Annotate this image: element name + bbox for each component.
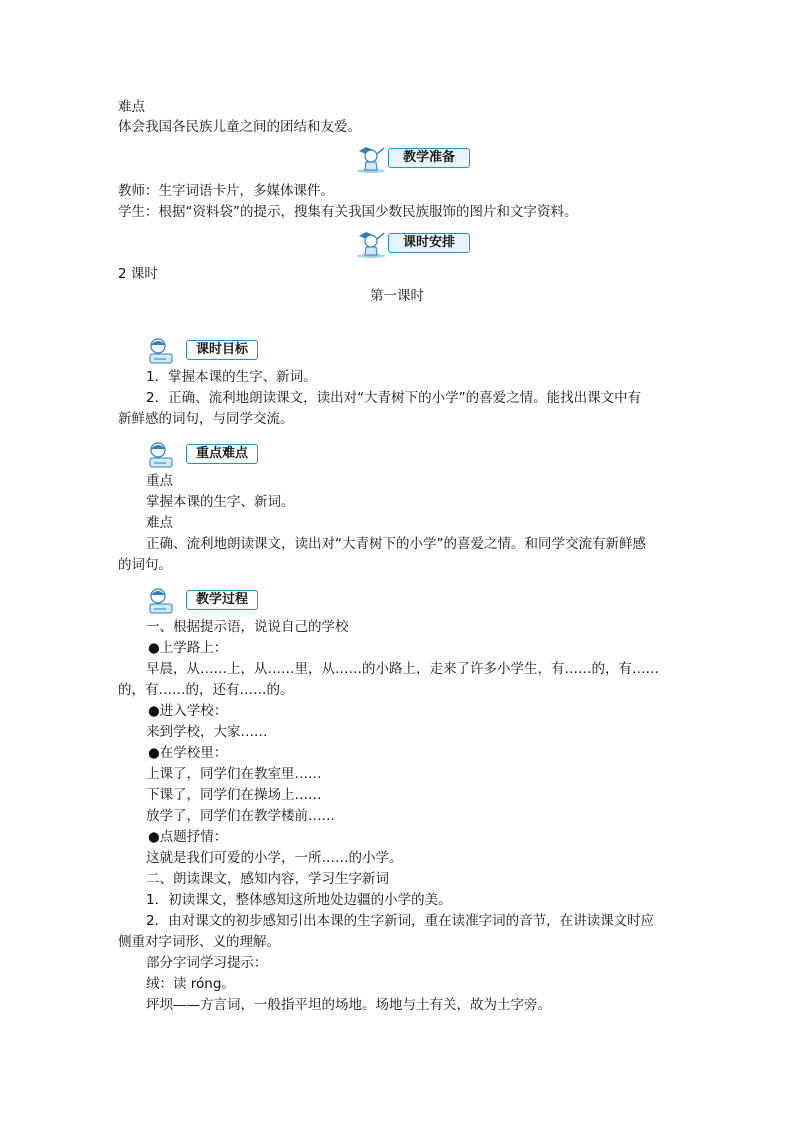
key-text: 掌握本课的生字、新词。 xyxy=(146,494,295,510)
key-label: 重点 xyxy=(146,473,173,489)
difficulty-text: 体会我国各民族儿童之间的团结和友爱。 xyxy=(118,119,361,135)
difficulty-text-line-1: 正确、流利地朗读课文，读出对“大青树下的小学”的喜爱之情。和同学交流有新鲜感 xyxy=(146,536,646,552)
difficulty-label-2: 难点 xyxy=(146,515,173,531)
prompt-text-3c: 放学了，同学们在教学楼前…… xyxy=(146,808,335,824)
word-tips-heading: 部分字词学习提示： xyxy=(146,955,268,971)
banner-title: 课时安排 xyxy=(388,233,470,253)
banner-title: 课时目标 xyxy=(186,340,258,360)
step-2-item-2-line-2: 侧重对字词形、义的理解。 xyxy=(118,934,280,950)
section-banner-goals xyxy=(146,337,266,359)
prompt-closing: ●点题抒情： xyxy=(148,829,228,845)
student-figure-icon xyxy=(354,230,392,258)
prompt-text-2: 来到学校，大家…… xyxy=(146,724,268,740)
prompt-in-school: ●在学校里： xyxy=(148,745,228,761)
prompt-text-1-line-2: 的，有……的，还有……的。 xyxy=(118,682,294,698)
prompt-text-1-line-1: 早晨，从……上，从……里，从……的小路上，走来了许多小学生，有……的，有…… xyxy=(146,661,659,677)
section-banner-prep xyxy=(354,145,474,167)
lesson-title: 第一课时 xyxy=(370,288,424,304)
prompt-text-4: 这就是我们可爱的小学，一所……的小学。 xyxy=(146,850,403,866)
reading-student-icon xyxy=(146,587,186,615)
banner-title: 教学准备 xyxy=(388,148,470,168)
goal-2-line-2: 新鲜感的词句，与同学交流。 xyxy=(118,411,294,427)
section-banner-focus xyxy=(146,441,266,463)
prompt-entering-school: ●进入学校： xyxy=(148,703,228,719)
goal-1: 1．掌握本课的生字、新词。 xyxy=(146,369,317,385)
student-prep: 学生：根据“资料袋”的提示，搜集有关我国少数民族服饰的图片和文字资料。 xyxy=(118,204,578,220)
prompt-text-3a: 上课了，同学们在教室里…… xyxy=(146,766,322,782)
lesson-count: 2 课时 xyxy=(118,266,158,282)
banner-title: 重点难点 xyxy=(186,444,258,464)
student-figure-icon xyxy=(354,145,392,173)
section-banner-schedule xyxy=(354,230,474,252)
banner-title: 教学过程 xyxy=(186,590,258,610)
word-tip-rong: 绒：读 róng。 xyxy=(146,976,235,992)
prompt-on-the-way: ●上学路上： xyxy=(148,640,228,656)
step-2-item-1: 1．初读课文，整体感知这所地处边疆的小学的美。 xyxy=(146,892,452,908)
teacher-prep: 教师：生字词语卡片，多媒体课件。 xyxy=(118,183,334,199)
reading-student-icon xyxy=(146,337,186,365)
reading-student-icon xyxy=(146,441,186,469)
difficulty-text-line-2: 的词句。 xyxy=(118,557,172,573)
step-2-item-2-line-1: 2．由对课文的初步感知引出本课的生字新词，重在读准字词的音节，在讲读课文时应 xyxy=(146,913,655,929)
difficulty-label: 难点 xyxy=(118,99,145,115)
goal-2-line-1: 2．正确、流利地朗读课文，读出对“大青树下的小学”的喜爱之情。能找出课文中有 xyxy=(146,390,642,406)
section-banner-process xyxy=(146,587,266,609)
step-2-heading: 二、朗读课文，感知内容，学习生字新词 xyxy=(146,871,389,887)
prompt-text-3b: 下课了，同学们在操场上…… xyxy=(146,787,322,803)
step-1-heading: 一、根据提示语，说说自己的学校 xyxy=(146,619,349,635)
word-tip-pingba: 坪坝——方言词，一般指平坦的场地。场地与土有关，故为土字旁。 xyxy=(146,997,551,1013)
